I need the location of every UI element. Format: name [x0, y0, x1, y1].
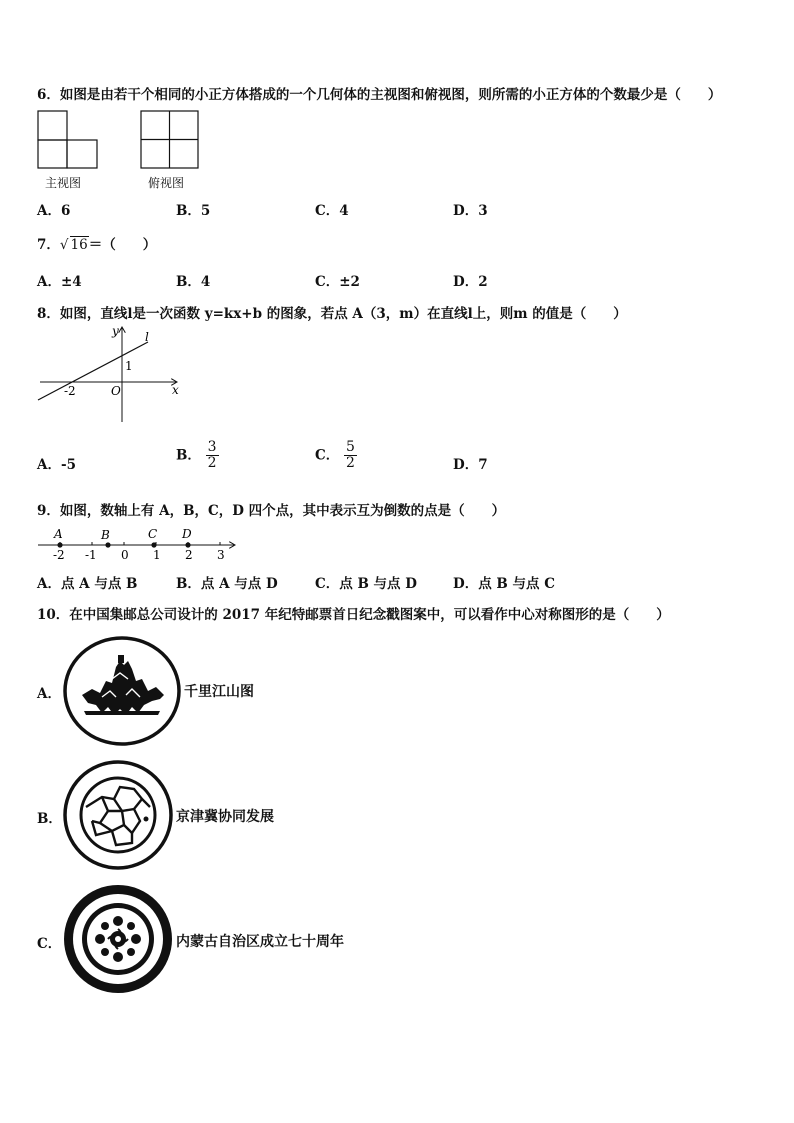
x-axis-label: x: [172, 383, 179, 397]
question-9-text: 9．如图，数轴上有 A，B，C，D 四个点，其中表示互为倒数的点是（ ）: [37, 503, 506, 519]
q9-option-a[interactable]: A．点 A 与点 B: [37, 576, 138, 592]
stamp-jingjinji: [62, 759, 174, 871]
q6-option-b[interactable]: B．5: [176, 203, 211, 219]
stamp-inner-mongolia: [62, 882, 174, 996]
question-8-text: 8．如图，直线l是一次函数 y=kx+b 的图象，若点 A（3，m）在直线l上，则m 的值是（ ）: [37, 306, 627, 322]
tick-label-2: 2: [185, 548, 193, 562]
q6-option-c[interactable]: C．4: [315, 203, 349, 219]
point-d: [185, 542, 190, 547]
tick-label-3: 3: [217, 548, 225, 562]
question-7-text: [37, 233, 156, 253]
point-c-label: C: [148, 527, 158, 541]
tick-label-0: 0: [121, 548, 129, 562]
point-a: [57, 542, 62, 547]
q10-option-a[interactable]: A．: [37, 686, 61, 702]
stamp-qianli-jiangshan: [62, 635, 182, 747]
front-view-figure: [37, 110, 99, 170]
fraction-five-halves: $\frac{5}{2}$: [345, 439, 355, 472]
front-view-square-top: [38, 111, 67, 140]
q7-option-d[interactable]: D．2: [453, 274, 488, 290]
front-view-label: 主视图: [45, 176, 82, 190]
q8-option-c-letter: C．: [315, 447, 340, 464]
q7-option-b[interactable]: B．4: [176, 274, 211, 290]
q10-option-b[interactable]: B．: [37, 811, 62, 827]
q6-option-a[interactable]: A．6: [37, 203, 71, 219]
q8-option-b-letter: B．: [176, 447, 201, 464]
point-d-label: D: [182, 527, 192, 541]
y-intercept-label: 1: [125, 359, 133, 373]
q9-option-d[interactable]: D．点 B 与点 C: [453, 576, 555, 592]
stamp-b-label: 京津冀协同发展: [176, 809, 274, 825]
number-line: [36, 526, 240, 562]
origin-label: O: [111, 384, 121, 398]
q7-option-a[interactable]: A．±4: [37, 274, 82, 290]
q7-number: 7．: [37, 237, 60, 253]
q7-radicand: 16: [70, 237, 88, 253]
q8-option-b[interactable]: [176, 440, 219, 472]
y-axis-label: y: [112, 324, 119, 338]
tick-label-1: 1: [153, 548, 161, 562]
q7-option-c[interactable]: C．±2: [315, 274, 360, 290]
point-a-label: A: [54, 527, 63, 541]
line-label: l: [145, 330, 149, 344]
q7-suffix: ＝（ ）: [88, 237, 157, 253]
top-view-label: 俯视图: [148, 176, 185, 190]
q8-option-a[interactable]: A．-5: [37, 457, 76, 473]
q9-option-c[interactable]: C．点 B 与点 D: [315, 576, 417, 592]
front-view-square-bottom-right: [67, 140, 97, 168]
top-view-figure: [140, 110, 200, 170]
question-10-text: 10．在中国集邮总公司设计的 2017 年纪特邮票首日纪念戳图案中，可以看作中心对称图形的是（ ）: [37, 607, 670, 623]
x-intercept-label: -2: [64, 384, 76, 398]
q10-option-c[interactable]: C．: [37, 936, 62, 952]
point-b: [105, 542, 110, 547]
q9-option-b[interactable]: B．点 A 与点 D: [176, 576, 278, 592]
question-6-text: 6．如图是由若干个相同的小正方体搭成的一个几何体的主视图和俯视图，则所需的小正方体的个数最少是（ ）: [37, 87, 722, 103]
stamp-a-label: 千里江山图: [184, 684, 254, 700]
q8-option-d[interactable]: D．7: [453, 457, 488, 473]
q8-option-c[interactable]: [315, 440, 357, 472]
front-view-square-bottom-left: [38, 140, 67, 168]
q6-option-d[interactable]: D．3: [453, 203, 488, 219]
tick-label-minus-2: -2: [53, 548, 65, 562]
sqrt-symbol: √: [59, 237, 69, 253]
linear-function-graph: [36, 322, 186, 428]
point-b-label: B: [101, 528, 110, 542]
point-c: [151, 542, 156, 547]
tick-label-minus-1: -1: [85, 548, 97, 562]
stamp-c-label: 内蒙古自治区成立七十周年: [176, 934, 344, 950]
fraction-three-halves: $\frac{3}{2}$: [207, 439, 217, 472]
